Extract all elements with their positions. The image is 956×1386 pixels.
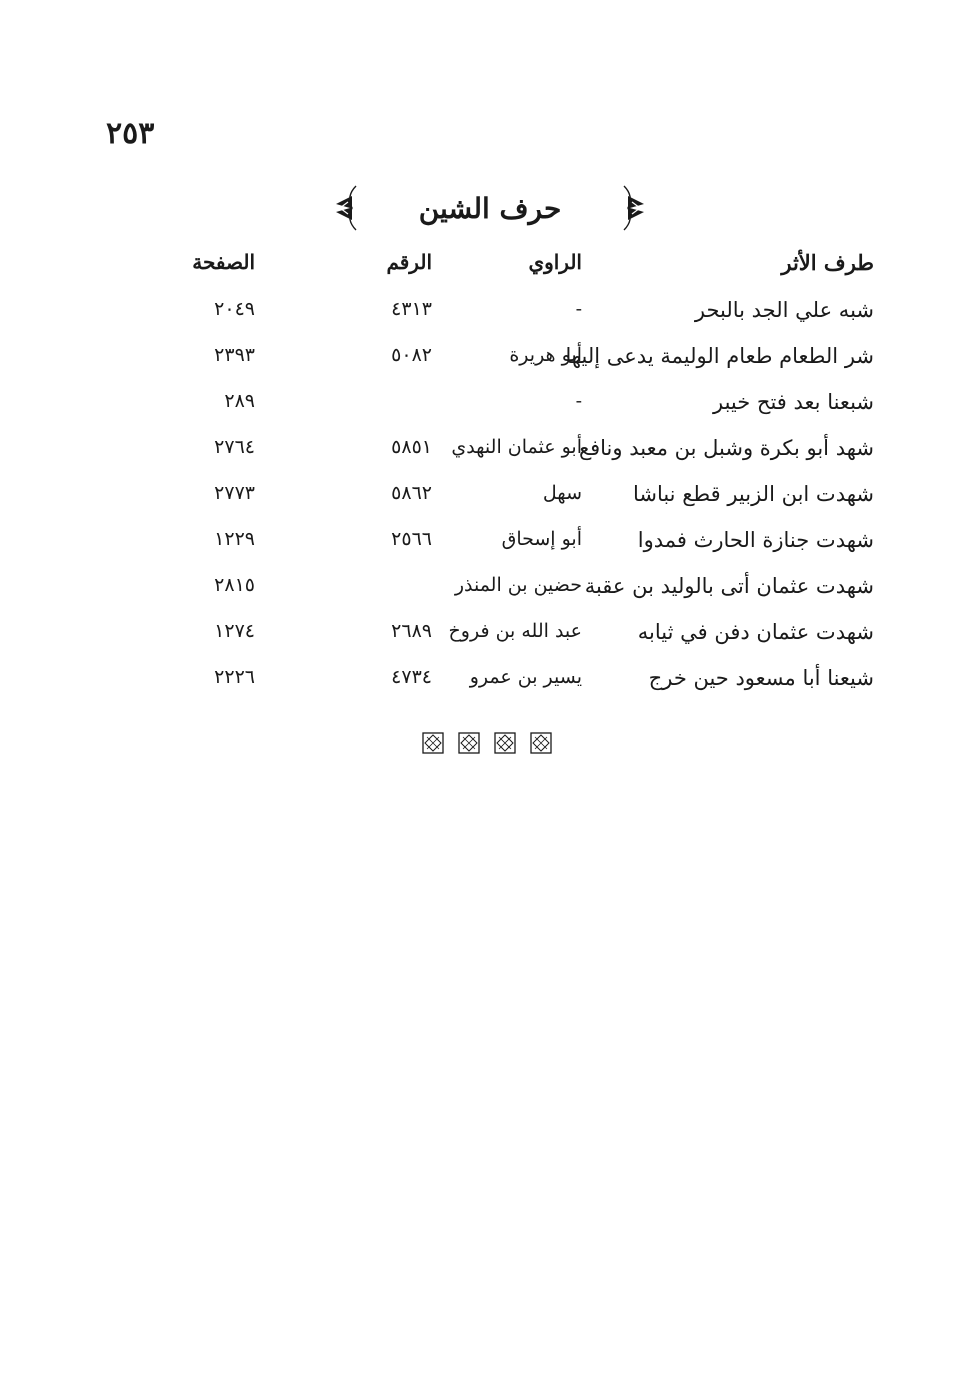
- table-row: [0, 298, 956, 344]
- row-narrator: أبو إسحاق: [501, 528, 582, 550]
- row-text: شر الطعام طعام الوليمة يدعى إليها: [565, 344, 874, 368]
- row-narrator: أبو عثمان النهدي: [451, 436, 582, 458]
- section-title: حرف الشين: [418, 191, 562, 225]
- ornament-box-icon: [422, 732, 444, 754]
- row-page: ٢٨١٥: [214, 574, 255, 596]
- row-number: ٥٨٥١: [391, 436, 432, 458]
- table-header-row: [0, 250, 956, 292]
- row-text: شبه علي الجد بالبحر: [694, 298, 874, 322]
- row-narrator: عبد الله بن فروخ: [448, 620, 582, 642]
- table-row: [0, 436, 956, 482]
- row-page: ١٢٢٩: [214, 528, 255, 550]
- header-narrator: الراوي: [528, 250, 582, 274]
- row-page: ٢٠٤٩: [214, 298, 255, 320]
- row-page: ١٢٧٤: [214, 620, 255, 642]
- row-text: شهدت عثمان دفن في ثيابه: [637, 620, 874, 644]
- row-page: ٢٨٩: [224, 390, 255, 412]
- row-number: ٥٨٦٢: [391, 482, 432, 504]
- table-row: [0, 528, 956, 574]
- page-number: ٢٥٣: [106, 116, 155, 151]
- row-page: ٢٧٧٣: [214, 482, 255, 504]
- table-row: [0, 390, 956, 436]
- row-text: شهد أبو بكرة وشبل بن معبد ونافع: [578, 436, 874, 460]
- table-row: [0, 666, 956, 712]
- table-row: [0, 482, 956, 528]
- ornament-box-icon: [530, 732, 552, 754]
- section-heading: [330, 178, 650, 238]
- row-page: ٢٧٦٤: [214, 436, 255, 458]
- row-number: ٥٠٨٢: [391, 344, 432, 366]
- row-text: شهدت جنازة الحارث فمدوا: [637, 528, 874, 552]
- row-text: شهدت ابن الزبير قطع نباشا: [632, 482, 874, 506]
- row-narrator: أبو هريرة: [509, 344, 582, 366]
- row-narrator: -: [575, 298, 582, 320]
- row-narrator: سهل: [542, 482, 582, 504]
- row-narrator: حضين بن المنذر: [454, 574, 582, 596]
- row-number: ٤٣١٣: [391, 298, 432, 320]
- row-narrator: -: [575, 390, 582, 412]
- header-text: طرف الأثر: [781, 250, 874, 275]
- end-ornaments: [422, 732, 552, 754]
- row-page: ٢٣٩٣: [214, 344, 255, 366]
- row-number: ٢٦٨٩: [391, 620, 432, 642]
- table-row: [0, 574, 956, 620]
- row-number: ٤٧٣٤: [391, 666, 432, 688]
- row-narrator: يسير بن عمرو: [469, 666, 582, 688]
- ornament-box-icon: [458, 732, 480, 754]
- table-row: [0, 620, 956, 666]
- ornament-right-icon: [620, 182, 650, 234]
- row-text: شبعنا بعد فتح خيبر: [713, 390, 874, 414]
- header-page: الصفحة: [192, 250, 255, 274]
- row-page: ٢٢٢٦: [214, 666, 255, 688]
- table-row: [0, 344, 956, 390]
- header-number: الرقم: [386, 250, 432, 274]
- row-text: شيعنا أبا مسعود حين خرج: [648, 666, 874, 690]
- row-text: شهدت عثمان أتى بالوليد بن عقبة: [584, 574, 874, 598]
- row-number: ٢٥٦٦: [391, 528, 432, 550]
- ornament-box-icon: [494, 732, 516, 754]
- index-table: [0, 250, 956, 712]
- ornament-left-icon: [330, 182, 360, 234]
